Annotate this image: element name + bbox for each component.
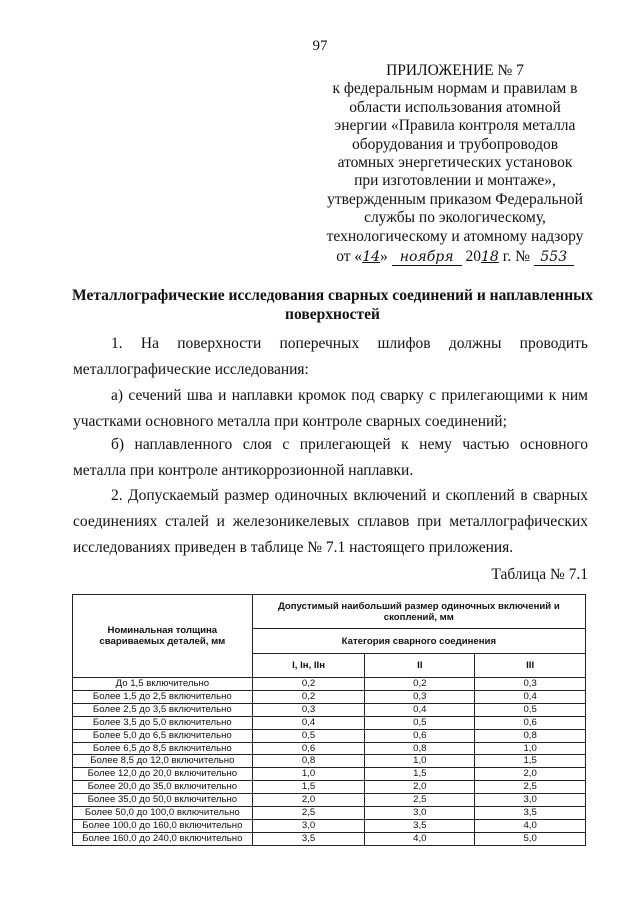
appendix-line: атомных энергетических установок [337,154,573,172]
order-prefix: от « [336,248,363,266]
row-thickness-label: Более 3,5 до 5,0 включительно [73,716,253,729]
table-row [73,832,586,845]
table-row [73,807,586,820]
paragraph-3: б) наплавленного слоя с прилегающей к нему частью основного металла при контроле антикоррозионной наплавки. [73,436,588,479]
appendix-line: службы по экологическому, [364,209,546,227]
row-value-c3: 1,5 [475,755,586,768]
order-mid: » [380,248,392,266]
row-value-c1: 1,5 [252,781,365,794]
table-caption: Таблица № 7.1 [491,566,588,583]
appendix-line: утвержденным приказом Федеральной [327,190,583,208]
row-value-c2: 0,4 [365,703,475,716]
row-thickness-label: Более 20,0 до 35,0 включительно [73,781,253,794]
order-day: 14 [362,249,381,266]
row-value-c2: 1,5 [365,768,475,781]
table-row [73,755,586,768]
row-value-c2: 0,5 [365,716,475,729]
row-value-c2: 1,0 [365,755,475,768]
row-value-c1: 0,5 [252,729,365,742]
row-value-c3: 3,0 [475,794,586,807]
row-thickness-label: Более 5,0 до 6,5 включительно [73,729,253,742]
paragraph-4: 2. Допускаемый размер одиночных включений и скоплений в сварных соединениях сталей и железоникелевых сплавов при металлографических исследованиях приведен в таблице № 7.1 настоящего приложения. [73,487,588,556]
order-month: ноября [392,250,462,266]
header-allowed-size: Допустимый наибольший размер одиночных включений и скоплений, мм [252,595,585,629]
table-row [73,729,586,742]
row-value-c2: 2,0 [365,781,475,794]
row-value-c3: 0,5 [475,703,586,716]
row-value-c1: 0,8 [252,755,365,768]
table-row [73,716,586,729]
row-value-c3: 0,8 [475,729,586,742]
paragraph-1: 1. На поверхности поперечных шлифов должны проводить металлографические исследования: [73,335,588,378]
row-value-c1: 0,4 [252,716,365,729]
order-year-prefix: 20 [461,248,482,266]
header-cat-1: I, Iн, IIн [252,654,365,678]
row-thickness-label: Более 100,0 до 160,0 включительно [73,819,253,832]
row-value-c2: 0,2 [365,678,475,691]
row-value-c2: 2,5 [365,794,475,807]
row-value-c1: 3,5 [252,832,365,845]
row-value-c1: 1,0 [252,768,365,781]
header-cat-3: III [475,654,586,678]
order-number: 553 [534,250,574,266]
row-value-c3: 2,0 [475,768,586,781]
table-row [73,794,586,807]
table-body [73,678,586,846]
row-value-c2: 0,8 [365,742,475,755]
row-thickness-label: Более 35,0 до 50,0 включительно [73,794,253,807]
row-value-c1: 0,2 [252,678,365,691]
row-value-c2: 4,0 [365,832,475,845]
table-row [73,781,586,794]
row-thickness-label: До 1,5 включительно [73,678,253,691]
appendix-title: ПРИЛОЖЕНИЕ № 7 [386,62,524,79]
order-number-label: г. № [498,248,534,266]
row-value-c3: 2,5 [475,781,586,794]
header-thickness: Номинальная толщина свариваемых деталей, мм [73,595,253,678]
row-value-c1: 3,0 [252,819,365,832]
row-value-c3: 4,0 [475,819,586,832]
row-value-c1: 2,5 [252,807,365,820]
table-row [73,678,586,691]
appendix-line: технологическому и атомному надзору [326,227,584,245]
order-date-line [310,248,600,266]
row-value-c1: 2,0 [252,794,365,807]
row-thickness-label: Более 1,5 до 2,5 включительно [73,690,253,703]
table-row [73,690,586,703]
row-thickness-label: Более 50,0 до 100,0 включительно [73,807,253,820]
row-value-c3: 1,0 [475,742,586,755]
row-value-c2: 0,3 [365,690,475,703]
row-value-c3: 5,0 [475,832,586,845]
row-value-c3: 3,5 [475,807,586,820]
row-value-c1: 0,3 [252,703,365,716]
row-value-c1: 0,2 [252,690,365,703]
table-row [73,768,586,781]
appendix-line: оборудования и трубопроводов [351,135,559,153]
row-value-c3: 0,3 [475,678,586,691]
row-value-c3: 0,4 [475,690,586,703]
table-row [73,742,586,755]
row-thickness-label: Более 8,5 до 12,0 включительно [73,755,253,768]
appendix-block [310,62,600,266]
appendix-line: области использования атомной [349,98,561,116]
inclusions-table [72,594,586,846]
row-value-c2: 3,0 [365,807,475,820]
row-thickness-label: Более 12,0 до 20,0 включительно [73,768,253,781]
header-category: Категория сварного соединения [252,629,585,654]
row-thickness-label: Более 160,0 до 240,0 включительно [73,832,253,845]
appendix-line: энергии «Правила контроля металла [334,117,576,135]
table-row [73,703,586,716]
page-number: 97 [312,38,328,54]
appendix-line: к федеральным нормам и правилам в [332,80,578,98]
paragraph-2: а) сечений шва и наплавки кромок под сварку с прилегающими к ним участками основного металла при контроле сварных соединений; [73,387,588,430]
header-cat-2: II [365,654,475,678]
row-value-c3: 0,6 [475,716,586,729]
row-thickness-label: Более 2,5 до 3,5 включительно [73,703,253,716]
row-thickness-label: Более 6,5 до 8,5 включительно [73,742,253,755]
row-value-c2: 3,5 [365,819,475,832]
order-year-suffix: 18 [481,249,499,266]
table-row [73,819,586,832]
appendix-line: при изготовлении и монтаже», [354,172,556,190]
section-heading: Металлографические исследования сварных соединений и наплавленных поверхностей [72,287,593,323]
row-value-c1: 0,6 [252,742,365,755]
row-value-c2: 0,6 [365,729,475,742]
